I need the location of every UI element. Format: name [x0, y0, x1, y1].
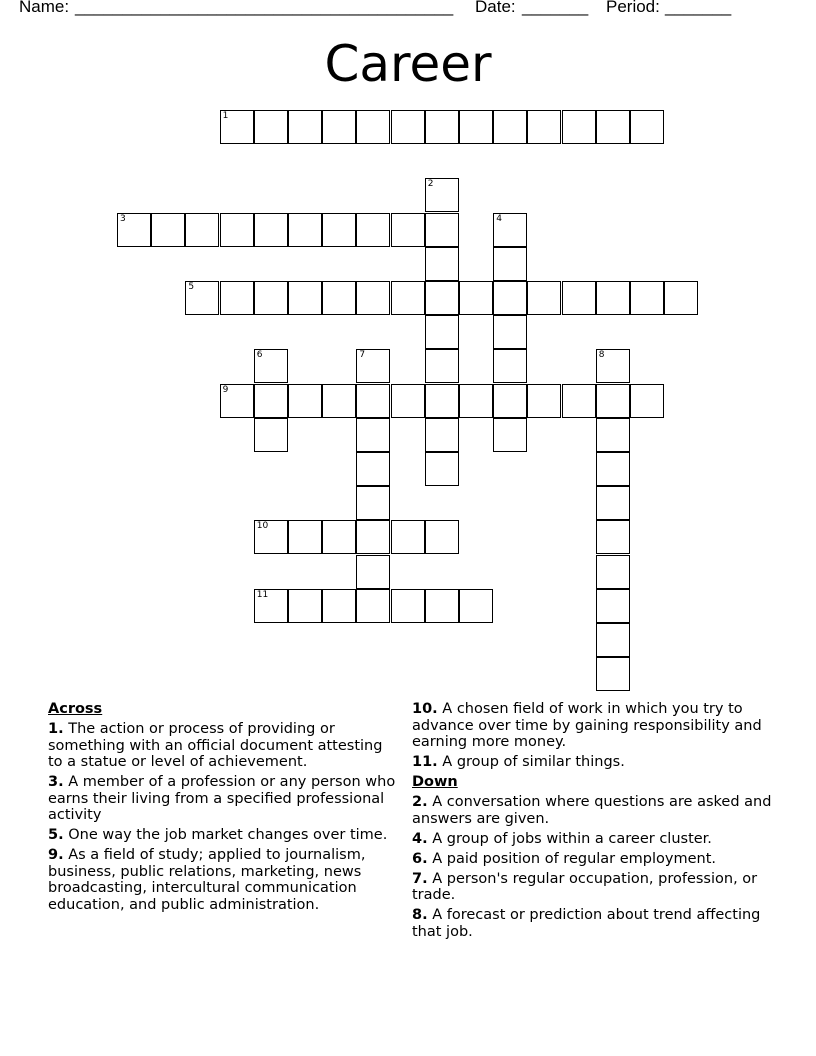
crossword-cell[interactable] — [254, 110, 288, 144]
crossword-cell[interactable] — [322, 110, 356, 144]
clue-across-5 — [48, 827, 400, 844]
crossword-cell[interactable] — [425, 589, 459, 623]
crossword-cell[interactable] — [288, 384, 322, 418]
crossword-cell[interactable] — [562, 110, 596, 144]
clue-down-8 — [412, 907, 774, 940]
crossword-cell[interactable] — [459, 384, 493, 418]
crossword-cell[interactable] — [356, 349, 390, 383]
crossword-cell[interactable] — [425, 281, 459, 315]
crossword-cell[interactable] — [630, 384, 664, 418]
crossword-cell[interactable] — [356, 520, 390, 554]
crossword-cell[interactable] — [493, 384, 527, 418]
clue-number-label: 6 — [256, 350, 263, 361]
crossword-cell[interactable] — [493, 213, 527, 247]
crossword-cell[interactable] — [288, 110, 322, 144]
crossword-cell[interactable] — [254, 589, 288, 623]
crossword-cell[interactable] — [391, 589, 425, 623]
crossword-cell[interactable] — [493, 349, 527, 383]
crossword-cell[interactable] — [322, 384, 356, 418]
crossword-cell[interactable] — [527, 110, 561, 144]
crossword-cell[interactable] — [493, 418, 527, 452]
crossword-cell[interactable] — [493, 247, 527, 281]
clue-number: 8. — [412, 907, 428, 923]
crossword-cell[interactable] — [596, 349, 630, 383]
crossword-cell[interactable] — [356, 486, 390, 520]
clue-number-label: 11 — [256, 589, 269, 600]
crossword-cell[interactable] — [356, 213, 390, 247]
clue-number: 2. — [412, 794, 428, 810]
crossword-cell[interactable] — [391, 110, 425, 144]
clue-across-9 — [48, 847, 400, 913]
crossword-cell[interactable] — [391, 213, 425, 247]
clue-number: 1. — [48, 721, 64, 737]
crossword-cell[interactable] — [596, 110, 630, 144]
crossword-cell[interactable] — [254, 520, 288, 554]
crossword-cell[interactable] — [425, 520, 459, 554]
clue-text: One way the job market changes over time. — [68, 827, 388, 843]
crossword-cell[interactable] — [391, 281, 425, 315]
crossword-cell[interactable] — [562, 384, 596, 418]
crossword-cell[interactable] — [220, 213, 254, 247]
period-label: Period: — [606, 0, 660, 16]
clue-down-4 — [412, 831, 774, 848]
crossword-cell[interactable] — [288, 281, 322, 315]
crossword-cell[interactable] — [185, 281, 219, 315]
crossword-cell[interactable] — [220, 110, 254, 144]
clue-number-label: 7 — [359, 350, 366, 361]
crossword-cell[interactable] — [425, 110, 459, 144]
clue-number: 11. — [412, 754, 438, 770]
down-heading: Down — [412, 774, 458, 790]
clues-column-right — [412, 701, 774, 944]
crossword-cell[interactable] — [425, 384, 459, 418]
crossword-cell[interactable] — [527, 281, 561, 315]
date-label: Date: — [475, 0, 516, 16]
crossword-cell[interactable] — [391, 384, 425, 418]
crossword-cell[interactable] — [356, 281, 390, 315]
crossword-cell[interactable] — [322, 213, 356, 247]
crossword-cell[interactable] — [254, 418, 288, 452]
clue-number-label: 9 — [222, 384, 229, 395]
clue-number-label: 2 — [427, 179, 434, 190]
crossword-cell[interactable] — [356, 555, 390, 589]
crossword-cell[interactable] — [425, 452, 459, 486]
crossword-cell[interactable] — [391, 520, 425, 554]
crossword-cell[interactable] — [356, 589, 390, 623]
clue-number-label: 4 — [496, 213, 502, 224]
crossword-cell[interactable] — [288, 213, 322, 247]
clue-number-label: 3 — [120, 213, 126, 224]
clue-text: As a field of study; applied to journalism, business, public relations, marketing, news broadcasting, intercultural communication education, and public administration. — [48, 847, 366, 913]
crossword-cell[interactable] — [596, 418, 630, 452]
name-label: Name: — [19, 0, 70, 16]
clue-text: A member of a profession or any person who earns their living from a specified professional activity — [48, 774, 396, 823]
crossword-cell[interactable] — [596, 384, 630, 418]
crossword-cell[interactable] — [664, 281, 698, 315]
date-blank[interactable]: _______ — [522, 0, 589, 16]
crossword-cell[interactable] — [425, 349, 459, 383]
clue-text: A chosen field of work in which you try to advance over time by gaining responsibility and earning more money. — [412, 701, 762, 750]
crossword-cell[interactable] — [425, 213, 459, 247]
crossword-cell[interactable] — [356, 418, 390, 452]
clue-number-label: 8 — [598, 350, 605, 361]
clue-number: 7. — [412, 870, 428, 887]
period-blank[interactable]: _______ — [665, 0, 732, 16]
crossword-cell[interactable] — [459, 110, 493, 144]
clues-column-left — [48, 701, 400, 917]
crossword-cell[interactable] — [630, 281, 664, 315]
clue-across-10 — [412, 701, 774, 751]
clue-number-label: 5 — [188, 282, 195, 292]
crossword-cell[interactable] — [596, 486, 630, 520]
clue-number: 3. — [48, 774, 64, 790]
clue-text: A person's regular occupation, profession, or trade. — [412, 870, 758, 903]
crossword-cell[interactable] — [220, 384, 254, 418]
crossword-cell[interactable] — [596, 520, 630, 554]
crossword-cell[interactable] — [151, 213, 185, 247]
crossword-cell[interactable] — [493, 110, 527, 144]
crossword-cell[interactable] — [322, 520, 356, 554]
crossword-cell[interactable] — [596, 589, 630, 623]
clue-down-7 — [412, 871, 774, 904]
crossword-cell[interactable] — [117, 213, 151, 247]
clue-across-3 — [48, 774, 400, 824]
clue-text: A group of jobs within a career cluster. — [432, 830, 712, 847]
crossword-cell[interactable] — [220, 281, 254, 315]
crossword-cell[interactable] — [459, 281, 493, 315]
crossword-cell[interactable] — [493, 281, 527, 315]
crossword-cell[interactable] — [596, 623, 630, 657]
clue-text: The action or process of providing or something with an official document attesting to a statue or level of achievement. — [48, 721, 383, 770]
clue-number: 6. — [412, 850, 428, 867]
crossword-cell[interactable] — [630, 110, 664, 144]
crossword-cell[interactable] — [254, 349, 288, 383]
crossword-cell[interactable] — [356, 384, 390, 418]
clue-text: A paid position of regular employment. — [432, 850, 717, 867]
name-blank[interactable]: ________________________________________ — [75, 0, 454, 16]
crossword-cell[interactable] — [356, 452, 390, 486]
clue-across-11 — [412, 754, 774, 771]
crossword-cell[interactable] — [596, 281, 630, 315]
clue-number: 9. — [48, 847, 64, 863]
crossword-cell[interactable] — [596, 452, 630, 486]
crossword-cell[interactable] — [527, 384, 561, 418]
crossword-cell[interactable] — [322, 281, 356, 315]
crossword-cell[interactable] — [185, 213, 219, 247]
crossword-cell[interactable] — [322, 589, 356, 623]
clue-number-label: 10 — [256, 521, 269, 532]
clue-text: A forecast or prediction about trend affecting that job. — [412, 907, 761, 940]
crossword-cell[interactable] — [425, 418, 459, 452]
crossword-cell[interactable] — [596, 555, 630, 589]
crossword-cell[interactable] — [356, 110, 390, 144]
crossword-cell[interactable] — [425, 178, 459, 212]
clue-number: 4. — [412, 830, 428, 847]
crossword-cell[interactable] — [596, 657, 630, 691]
crossword-cell[interactable] — [288, 589, 322, 623]
crossword-cell[interactable] — [254, 384, 288, 418]
clue-number: 5. — [48, 827, 64, 843]
clue-number-label: 1 — [222, 111, 229, 121]
crossword-cell[interactable] — [459, 589, 493, 623]
clue-text: A conversation where questions are asked and answers are given. — [412, 794, 772, 827]
clue-number: 10. — [412, 701, 438, 717]
clue-text: A group of similar things. — [442, 754, 625, 770]
clue-down-6 — [412, 851, 774, 868]
crossword-cell[interactable] — [254, 281, 288, 315]
across-heading: Across — [48, 701, 103, 717]
puzzle-title: Career — [324, 35, 492, 93]
crossword-cell[interactable] — [254, 213, 288, 247]
crossword-cell[interactable] — [425, 247, 459, 281]
crossword-cell[interactable] — [288, 520, 322, 554]
crossword-cell[interactable] — [562, 281, 596, 315]
crossword-cell[interactable] — [425, 315, 459, 349]
clue-across-1 — [48, 721, 400, 771]
crossword-cell[interactable] — [493, 315, 527, 349]
clue-down-2 — [412, 794, 774, 827]
